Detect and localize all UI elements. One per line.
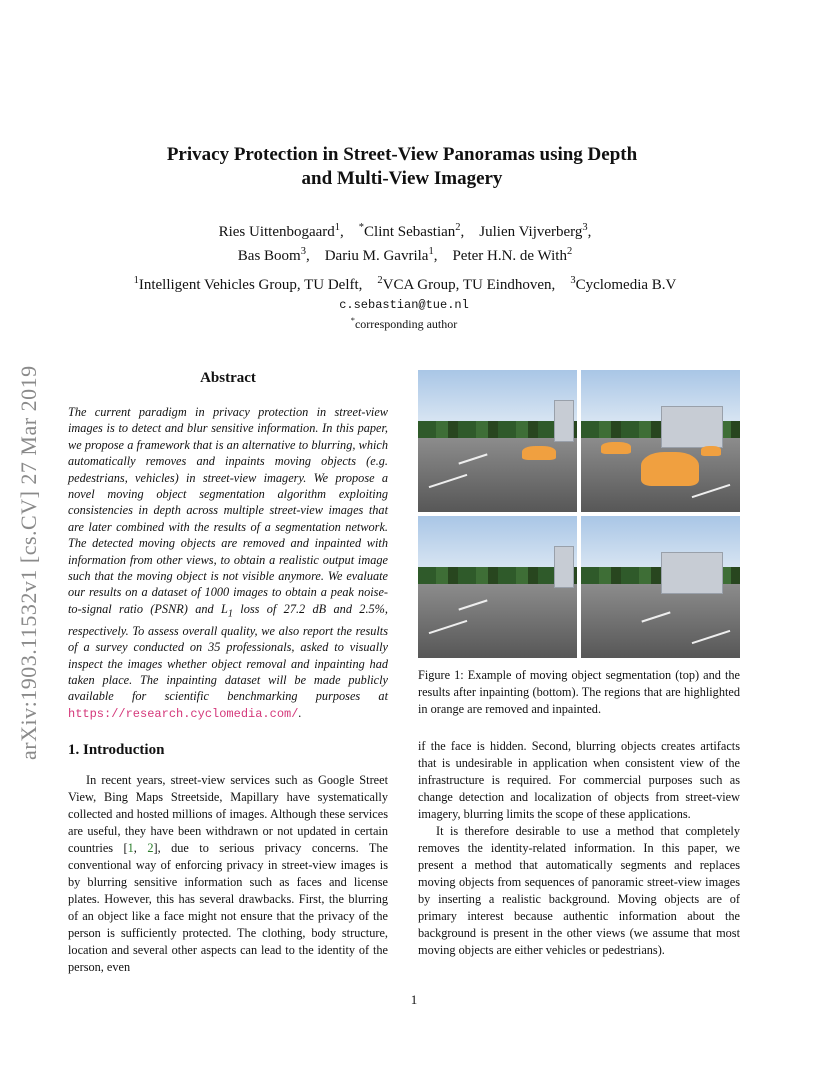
citation-link[interactable]: 2 bbox=[147, 841, 154, 855]
inpainted-image-left bbox=[418, 516, 577, 658]
abstract-text: The current paradigm in privacy protection in street-view images is to detect and blur sensitive information. In this paper, we propose a framework that is an alternative to blurring, which automatically removes and inpaints moving objects (e.g. pedestrians, vehicles) in street-view imagery. We propose a novel moving object segmentation algorithm exploiting consistencies in depth across multiple street-view images that are later combined with the results of a segmentation network. The detected moving objects are removed and inpainted with information from other views, to obtain a realistic output image such that the moving object is not visible anymore. We evaluate our results on a dataset of 1000 images to obtain a peak noise-to-signal ratio (PSNR) and bbox=[68, 405, 388, 616]
paragraph: It is therefore desirable to use a method that completely removes the identity-related information. In this paper, we present a method that automatically segments and replaces moving objects from sequences of panoramic street-view images by inserting a realistic background. Moving objects are of primary interest because authentic information about the background is present in the other views (we assume that most moving objects are either vehicles or pedestrians). bbox=[418, 824, 740, 957]
affiliation-marker: 3 bbox=[300, 246, 306, 257]
affiliation-number: 1 bbox=[133, 275, 139, 286]
page-number: 1 bbox=[410, 992, 418, 1007]
abstract-text: loss of 27.2 dB and 2.5%, respectively. To assess overall quality, we also report the results of a survey conducted on 35 professionals, asked to visually inspect the images whether object removal and inpainting had taken place. The inpainting dataset will be made publicly available for scientific benchmarking purposes at bbox=[68, 601, 388, 704]
corresponding-marker: * bbox=[358, 222, 365, 233]
author-line-1: Ries Uittenbogaard$^1$, *Clint Sebastian$^2$, Julien Vijverberg$^3$, bbox=[218, 222, 592, 240]
intro-text: In recent years, street-view services such as Google Street View, Bing Maps Streetside, Mapillary have systematically collected and hosted millions of images. Although these services are useful, they have been withdrawn or not updated in certain countries [ bbox=[68, 773, 388, 855]
author-name: Peter H.N. de With bbox=[452, 248, 567, 264]
affiliation-text: Cyclomedia B.V bbox=[575, 277, 677, 293]
author-name: Bas Boom bbox=[237, 248, 301, 264]
dataset-link[interactable]: https://research.cyclomedia.com/ bbox=[68, 706, 299, 721]
abstract-heading: Abstract bbox=[200, 370, 256, 386]
author-name: Ries Uittenbogaard bbox=[218, 224, 335, 240]
affiliation-marker: 1 bbox=[428, 246, 434, 257]
abstract-body bbox=[68, 404, 388, 722]
corresponding-text: corresponding author bbox=[354, 317, 458, 331]
inpainted-image-right bbox=[581, 516, 740, 658]
author-name: Julien Vijverberg bbox=[479, 224, 583, 240]
math-symbol: L bbox=[221, 601, 228, 616]
affiliation-number: 3 bbox=[570, 275, 576, 286]
section-heading: 1. Introduction bbox=[68, 742, 165, 758]
affiliation-number: 2 bbox=[377, 275, 383, 286]
math-subscript: 1 bbox=[227, 608, 233, 620]
corresponding-note bbox=[200, 316, 608, 332]
affiliation-marker: 1 bbox=[334, 222, 341, 233]
title-line-2: and Multi-View Imagery bbox=[301, 168, 503, 189]
contact-email[interactable]: c.sebastian@tue.nl bbox=[339, 298, 469, 312]
right-column-text bbox=[418, 738, 740, 959]
affiliations bbox=[80, 275, 730, 294]
figure-1 bbox=[418, 370, 740, 658]
affiliation-marker: 2 bbox=[455, 222, 461, 233]
paragraph: if the face is hidden. Second, blurring objects creates artifacts that is undesirable in application when consistent view of the infrastructure is required. For commercial purposes such as change detection and localization of objects from street-view imagery, blurring limits the scope of these applications. bbox=[418, 739, 740, 821]
affiliation-text: Intelligent Vehicles Group, TU Delft, bbox=[138, 277, 363, 293]
title-line-1: Privacy Protection in Street-View Panoramas using Depth bbox=[166, 144, 638, 165]
segmentation-image-left bbox=[418, 370, 577, 512]
author-name: Clint Sebastian bbox=[364, 224, 456, 240]
intro-text: , bbox=[133, 841, 148, 855]
arxiv-identifier: arXiv:1903.11532v1 [cs.CV] 27 Mar 2019 bbox=[16, 365, 41, 760]
segmentation-image-right bbox=[581, 370, 740, 512]
affiliation-marker: 3 bbox=[582, 222, 588, 233]
author-list bbox=[140, 218, 670, 266]
citation-link[interactable]: 1 bbox=[127, 841, 134, 855]
affiliation-text: VCA Group, TU Eindhoven, bbox=[382, 277, 556, 293]
paper-title bbox=[120, 143, 684, 191]
author-line-2: Bas Boom$^3$, Dariu M. Gavrila$^1$, Peter H.N. de With$^2$ bbox=[237, 246, 573, 264]
author-name: Dariu M. Gavrila bbox=[324, 248, 429, 264]
abstract-text: . bbox=[298, 705, 302, 720]
figure-caption: Figure 1: Example of moving object segmentation (top) and the results after inpainting (bottom). The regions that are highlighted in orange are removed and inpainted. bbox=[418, 668, 740, 716]
corresponding-marker: * bbox=[350, 316, 355, 325]
intro-text: ], due to serious privacy concerns. The conventional way of enforcing privacy in street-view images is by blurring sensitive information such as faces and license plates. However, this has several drawbacks. First, the blurring of an object like a face might not ensure that the privacy of the person is sufficiently protected. The clothing, body structure, location and several other aspects can lead to the identity of the person, even bbox=[68, 841, 388, 974]
affiliation-marker: 2 bbox=[566, 246, 573, 257]
intro-paragraph bbox=[68, 772, 388, 976]
